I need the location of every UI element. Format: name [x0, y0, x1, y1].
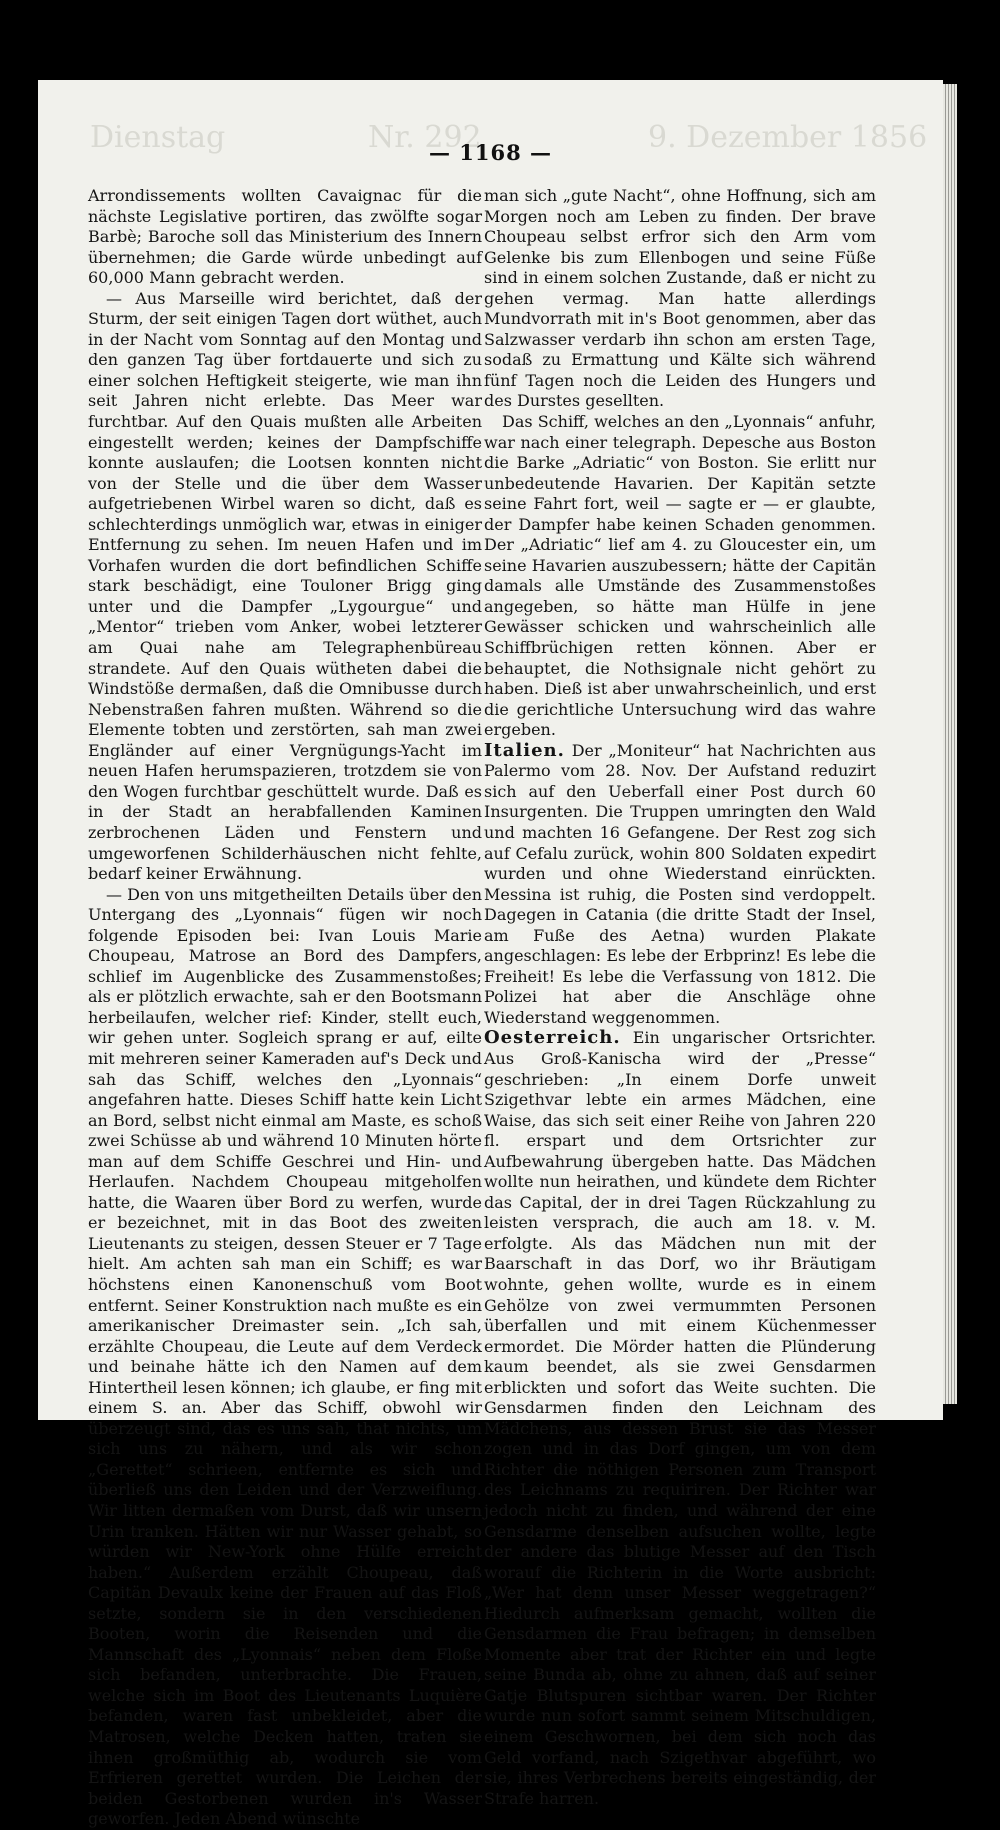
austria-text: Ein ungarischer Ortsrichter. Aus Groß-Kanischa wird der „Presse“ geschrieben: „In einem Dorfe unweit Szigethvar lebte ein armes Mädchen, eine Waise, das sich seit einer Reihe von Jahren 220 fl. erspart und dem Ortsrichter zur Aufbewahrung übergeben hatte. Das Mädchen wollte nun heirathen, und kündete dem Richter das Capital, der in drei Tagen Rückzahlung zu leisten versprach, die auch am 18. v. M. erfolgte. Als das Mädchen nun mit der Baarschaft in das Dorf, wo ihr Bräutigam wohnte, gehen wollte, wurde es in einem Gehölze von zwei vermummten Personen überfallen und mit einem Küchenmesser ermordet. Die Mörder hatten die Plünderung kaum beendet, als sie zwei Gensdarmen erblickten und sofort das Weite suchten. Die Gensdarmen finden den Leichnam des Mädchens, aus dessen Brust sie das Messer zogen und in das Dorf gingen, um von dem Richter die nöthigen Personen zum Transport des Leichnams zu requiriren. Der Richter war jedoch nicht zu finden, und während der eine Gensdarme denselben aufsuchen wollte, legte der andere das blutige Messer auf den Tisch worauf die Richterin in die Worte ausbricht: „Wer hat denn unser Messer weggetragen?“ Hiedurch aufmerksam gemacht, wollten die Gensdarmen die Frau befragen; in demselben Momente aber trat der Richter ein und legte seine Bunda ab, ohne zu ahnen, daß auf seiner Gatje Blutspuren sichtbar waren. Der Richter wurde nun sofort sammt seinem Mitschuldigen, einem Geschwornen, bei dem sich noch das Geld vorfand, nach Szigethvar abgeführt, wo sie, ihres Verbrechens bereits eingeständig, der Strafe harren.	[484, 1028, 876, 1808]
section-heading-italy: Italien.	[484, 739, 565, 761]
left-column	[88, 186, 482, 1830]
article-paragraph: Das Schiff, welches an den „Lyonnais“ anfuhr, war nach einer telegraph. Depesche aus Boston die Barke „Adriatic“ von Boston. Sie erlitt nur unbedeutende Havarien. Der Kapitän setzte seine Fahrt fort, weil — sagte er — er glaubte, der Dampfer habe keinen Schaden genommen. Der „Adriatic“ lief am 4. zu Gloucester ein, um seine Havarien auszubessern; hätte der Capitän damals alle Umstände des Zusammenstoßes angegeben, so hätte man Hülfe in jene Gewässer schicken und wahrscheinlich alle Schiffbrüchigen retten können. Aber er behauptet, die Nothsignale nicht gehört zu haben. Dieß ist aber unwahrscheinlich, und erst die gerichtliche Untersuchung wird das wahre ergeben.	[484, 412, 876, 740]
section-italy	[484, 741, 876, 1029]
newspaper-page	[38, 80, 943, 1829]
section-heading-austria: Oesterreich.	[484, 1027, 621, 1049]
italy-text: Der „Moniteur“ hat Nachrichten aus Palermo vom 28. Nov. Der Aufstand reduzirt sich auf den Ueberfall einer Post durch 60 Insurgenten. Die Truppen umringten den Wald und machten 16 Gefangene. Der Rest zog sich auf Cefalu zurück, wohin 800 Soldaten expedirt wurden und ohne Wiederstand einrückten. Messina ist ruhig, die Posten sind verdoppelt. Dagegen in Catania (die dritte Stadt der Insel, am Fuße des Aetna) wurden Plakate angeschlagen: Es lebe der Erbprinz! Es lebe die Freiheit! Es lebe die Verfassung von 1812. Die Polizei hat aber die Anschläge ohne Wiederstand weggenommen.	[484, 740, 876, 1027]
article-paragraph: — Aus Marseille wird berichtet, daß der Sturm, der seit einigen Tagen dort wüthet, auch in der Nacht vom Sonntag auf den Montag und den ganzen Tag über fortdauerte und sich zu einer solchen Heftigkeit steigerte, wie man ihn seit Jahren nicht erlebte. Das Meer war furchtbar. Auf den Quais mußten alle Arbeiten eingestellt werden; keines der Dampfschiffe konnte auslaufen; die Lootsen konnten nicht von der Stelle und die über dem Wasser aufgetriebenen Wirbel waren so dicht, daß es schlechterdings unmöglich war, etwas in einiger Entfernung zu sehen. Im neuen Hafen und im Vorhafen wurden die dort befindlichen Schiffe stark beschädigt, eine Toulоner Brigg ging unter und die Dampfer „Lygourgue“ und „Mentor“ trieben vom Anker, wobei letzterer am Quai nahe am Telegraphenbüreau strandete. Auf den Quais wütheten dabei die Windstöße dermaßen, daß die Omnibusse durch Nebenstraßen fahren mußten. Während so die Elemente tobten und zerstörten, sah man zwei Engländer auf einer Vergnügungs-Yacht im neuen Hafen herumspazieren, trotzdem sie von den Wogen furchtbar geschüttelt wurde. Daß es in der Stadt an herabfallenden Kaminen zerbrochenen Läden und Fenstern und umgeworfenen Schilderhäuschen nicht fehlte, bedarf keiner Erwähnung.	[88, 288, 482, 884]
article-paragraph: man sich „gute Nacht“, ohne Hoffnung, sich am Morgen noch am Leben zu finden. Der brave Choupeau selbst erfror sich den Arm vom Gelenke bis zum Ellenbogen und seine Füße sind in einem solchen Zustande, daß er nicht zu gehen vermag. Man hatte allerdings Mundvorrath mit in's Boot genommen, aber das Salzwasser verdarb ihn schon am ersten Tage, sodaß zu Ermattung und Kälte sich während fünf Tagen noch die Leiden des Hungers und des Durstes gesellten.	[484, 186, 876, 411]
page-stack-edge	[943, 84, 957, 1404]
article-paragraph: — Den von uns mitgetheilten Details über den Untergang des „Lyonnais“ fügen wir noch folgende Episoden bei: Ivan Louis Marie Choupeau, Matrose an Bord des Dampfers, schlief im Augenblicke des Zusammenstoßes; als er plötzlich erwachte, sah er den Bootsmann herbeilaufen, welcher rief: Kinder, stellt euch, wir gehen unter. Sogleich sprang er auf, eilte mit mehreren seiner Kameraden auf's Deck und sah das Schiff, welches den „Lyonnais“ angefahren hatte. Dieses Schiff hatte kein Licht an Bord, selbst nicht einmal am Maste, es schoß zwei Schüsse ab und während 10 Minuten hörte man auf dem Schiffe Geschrei und Hin- und Herlaufen. Nachdem Choupeau mitgeholfen hatte, die Waaren über Bord zu werfen, wurde er bezeichnet, mit in das Boot des zweiten Lieutenants zu steigen, dessen Steuer er 7 Tage hielt. Am achten sah man ein Schiff; es war höchstens einen Kanonenschuß vom Boot entfernt. Seiner Konstruktion nach mußte es ein amerikanischer Dreimaster sein. „Ich sah, erzählte Choupeau, die Leute auf dem Verdeck und beinahe hätte ich den Namen auf dem Hintertheil lesen können; ich glaube, er fing mit einem S. an. Aber das Schiff, obwohl wir überzeugt sind, das es uns sah, that nichts, um sich uns zu nähern, und als wir schon „Gerettet“ schrieen, entfernte es sich und überließ uns den Leiden und der Verzweiflung. Wir litten dermaßen vom Durst, daß wir unsern Urin tranken. Hätten wir nur Wasser gehabt, so würden wir New-York ohne Hülfe erreicht haben.“ Außerdem erzählt Choupeau, daß Capitän Devaulx keine der Frauen auf das Floß setzte, sondern sie in den verschiedenen Booten, worin die Reisenden und die Mannschaft des „Lyonnais“ neben dem Floße sich befanden, unterbrachte. Die Frauen, welche sich im Boot des Lieutenants Luquière befanden, waren fast unbekleidet, aber die Matrosen, welche Decken hatten, traten sie ihnen großmüthig ab, wodurch sie vom Erfrieren gerettet wurden. Die Leichen der beiden Gestorbenen wurden in's Wasser geworfen. Jeden Abend wünschte	[88, 884, 482, 1829]
article-paragraph: Arrondissements wollten Cavaignac für die nächste Legislative portiren, das zwölfte sogar Barbè; Baroche soll das Ministerium des Innern übernehmen; die Garde würde unbedingt auf 60,000 Mann gebracht werden.	[88, 186, 482, 288]
page-number: — 1168 —	[428, 140, 553, 165]
section-austria	[484, 1028, 876, 1809]
right-column	[484, 186, 876, 1809]
bleed-through-header-center: Nr. 292	[368, 120, 482, 155]
bleed-through-header-left: Dienstag	[90, 120, 226, 155]
bleed-through-header-right: 9. Dezember 1856	[648, 120, 928, 155]
